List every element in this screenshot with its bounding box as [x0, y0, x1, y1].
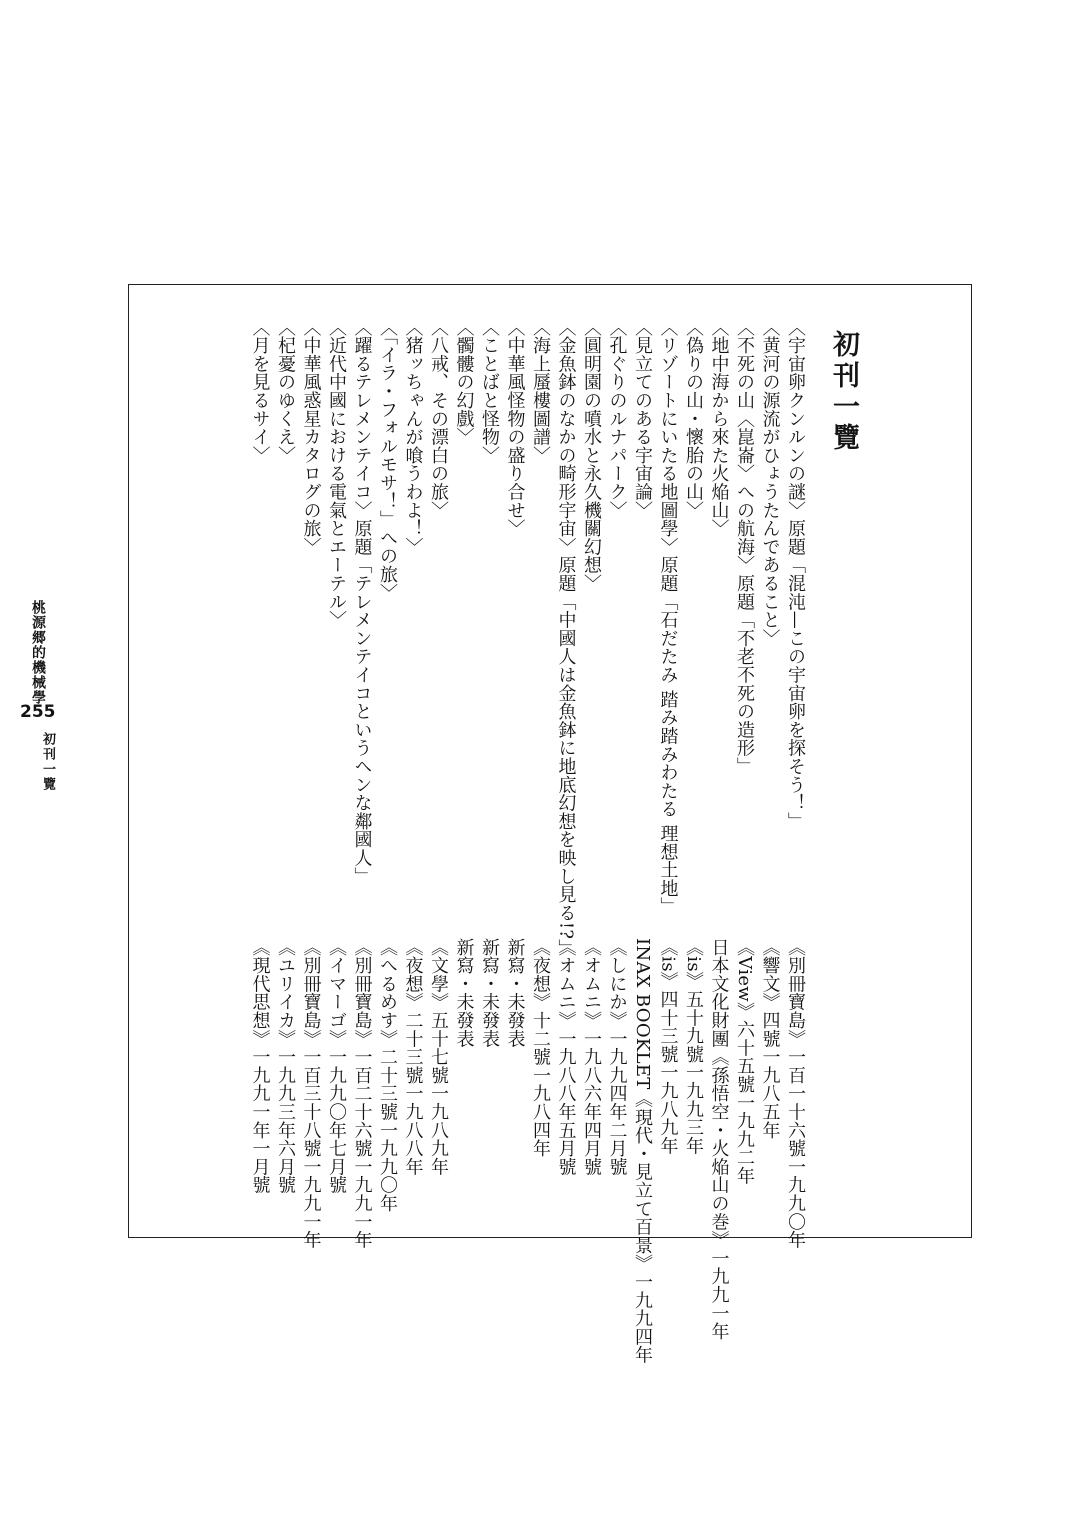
source-6: 《is》四十三號一九八九年 — [657, 938, 679, 1155]
source-18: 《別冊寶島》一百二十六號一九九一年 — [351, 938, 373, 1250]
essay-title-8: 〈孔ぐりのルナパーク〉 — [606, 318, 628, 520]
source-14: 新寫・未發表 — [453, 938, 475, 1048]
essay-title-12: 〈中華風怪物の盛り合せ〉 — [504, 318, 526, 538]
essay-title-9: 〈圓明園の噴水と永久機關幻想〉 — [581, 318, 602, 593]
page-number: 255 — [20, 702, 56, 722]
essay-title-7: 〈見立てのある宇宙論〉 — [632, 318, 653, 520]
source-21: 《ユリイカ》一九九三年六月號 — [275, 938, 296, 1195]
essay-title-19: 〈近代中國における電氣とエーテル〉 — [326, 318, 347, 630]
source-20: 《別冊寶島》一百三十八號一九九一年 — [300, 938, 322, 1250]
section-head: 初刊一覽 — [40, 732, 55, 792]
essay-title-17: 〈「イラ・フォルモサ！」への旅〉 — [377, 318, 398, 602]
essay-title-3: 〈不死の山〈崑崙〉への航海〉原題「不老不死の造形」 — [734, 318, 755, 776]
essay-title-18: 〈躍るテレメンテイコ〉原題「テレメンテイコというヘンな鄰國人」 — [351, 318, 373, 886]
source-17: 《へるめす》二十三號一九九〇年 — [377, 938, 398, 1213]
essay-title-14: 〈髑髏の幻戲〉 — [453, 318, 475, 447]
source-4: 日本文化財團《孫悟空・火焔山の巻》一九九一年 — [708, 938, 730, 1341]
source-15: 《文學》五十七號一九八九年 — [428, 938, 449, 1176]
source-8: 《しにか》一九九四年二月號 — [606, 938, 628, 1176]
source-10: 《オムニ》一九八八年五月號 — [555, 938, 577, 1176]
source-16: 《夜想》二十三號一九八八年 — [402, 938, 424, 1176]
essay-title-2: 〈黄河の源流がひょうたんであること〉 — [759, 318, 781, 648]
source-9: 《オムニ》一九八六年四月號 — [581, 938, 602, 1176]
essay-title-16: 〈猪ッちゃんが喰うわよ！〉 — [402, 318, 424, 556]
publication-sources-list — [238, 938, 808, 1365]
source-2: 《響文》四號一九八五年 — [759, 938, 781, 1140]
source-3: 《View》六十五號一九九二年 — [734, 938, 755, 1185]
essay-title-15: 〈八戒、その漂白の旅〉 — [428, 318, 449, 520]
essay-title-21: 〈杞憂のゆくえ〉 — [275, 318, 296, 465]
essay-title-1: 〈宇宙卵クンルンの謎〉原題「混沌—この宇宙卵を探そう！」 — [785, 318, 806, 831]
source-7: INAX BOOKLET《現代・見立て百景》一九九四年 — [632, 938, 653, 1365]
essay-title-5: 〈偽りの山・懷胎の山〉 — [683, 318, 704, 520]
essay-title-11: 〈海上蜃樓圖譜〉 — [530, 318, 551, 465]
essay-title-22: 〈月を見るサイ〉 — [249, 318, 271, 465]
essay-title-10: 〈金魚鉢のなかの畸形宇宙〉原題「中國人は金魚鉢に地底幻想を映し見る!?」 — [555, 318, 577, 958]
source-13: 新寫・未發表 — [479, 938, 500, 1048]
source-22: 《現代思想》一九九一年一月號 — [249, 938, 271, 1195]
essay-title-13: 〈ことばと怪物〉 — [479, 318, 500, 465]
essay-title-6: 〈リゾートにいたる地圖學〉原題「石だたみ 踏み踏みわたる 理想土地」 — [657, 318, 679, 916]
essay-titles-list — [238, 318, 808, 958]
essay-title-4: 〈地中海から來た火焔山〉 — [708, 318, 730, 538]
source-19: 《イマーゴ》一九九〇年七月號 — [326, 938, 347, 1195]
source-11: 《夜想》十二號一九八四年 — [530, 938, 551, 1158]
running-head: 桃源郷的機械學 — [30, 600, 46, 705]
source-12: 新寫・未發表 — [504, 938, 526, 1048]
source-5: 《is》五十九號一九九三年 — [683, 938, 704, 1155]
source-1: 《別冊寶島》一百一十六號一九九〇年 — [785, 938, 806, 1250]
essay-title-20: 〈中華風惑星カタログの旅〉 — [300, 318, 322, 556]
page-title: 初刊一覽 — [828, 330, 859, 454]
